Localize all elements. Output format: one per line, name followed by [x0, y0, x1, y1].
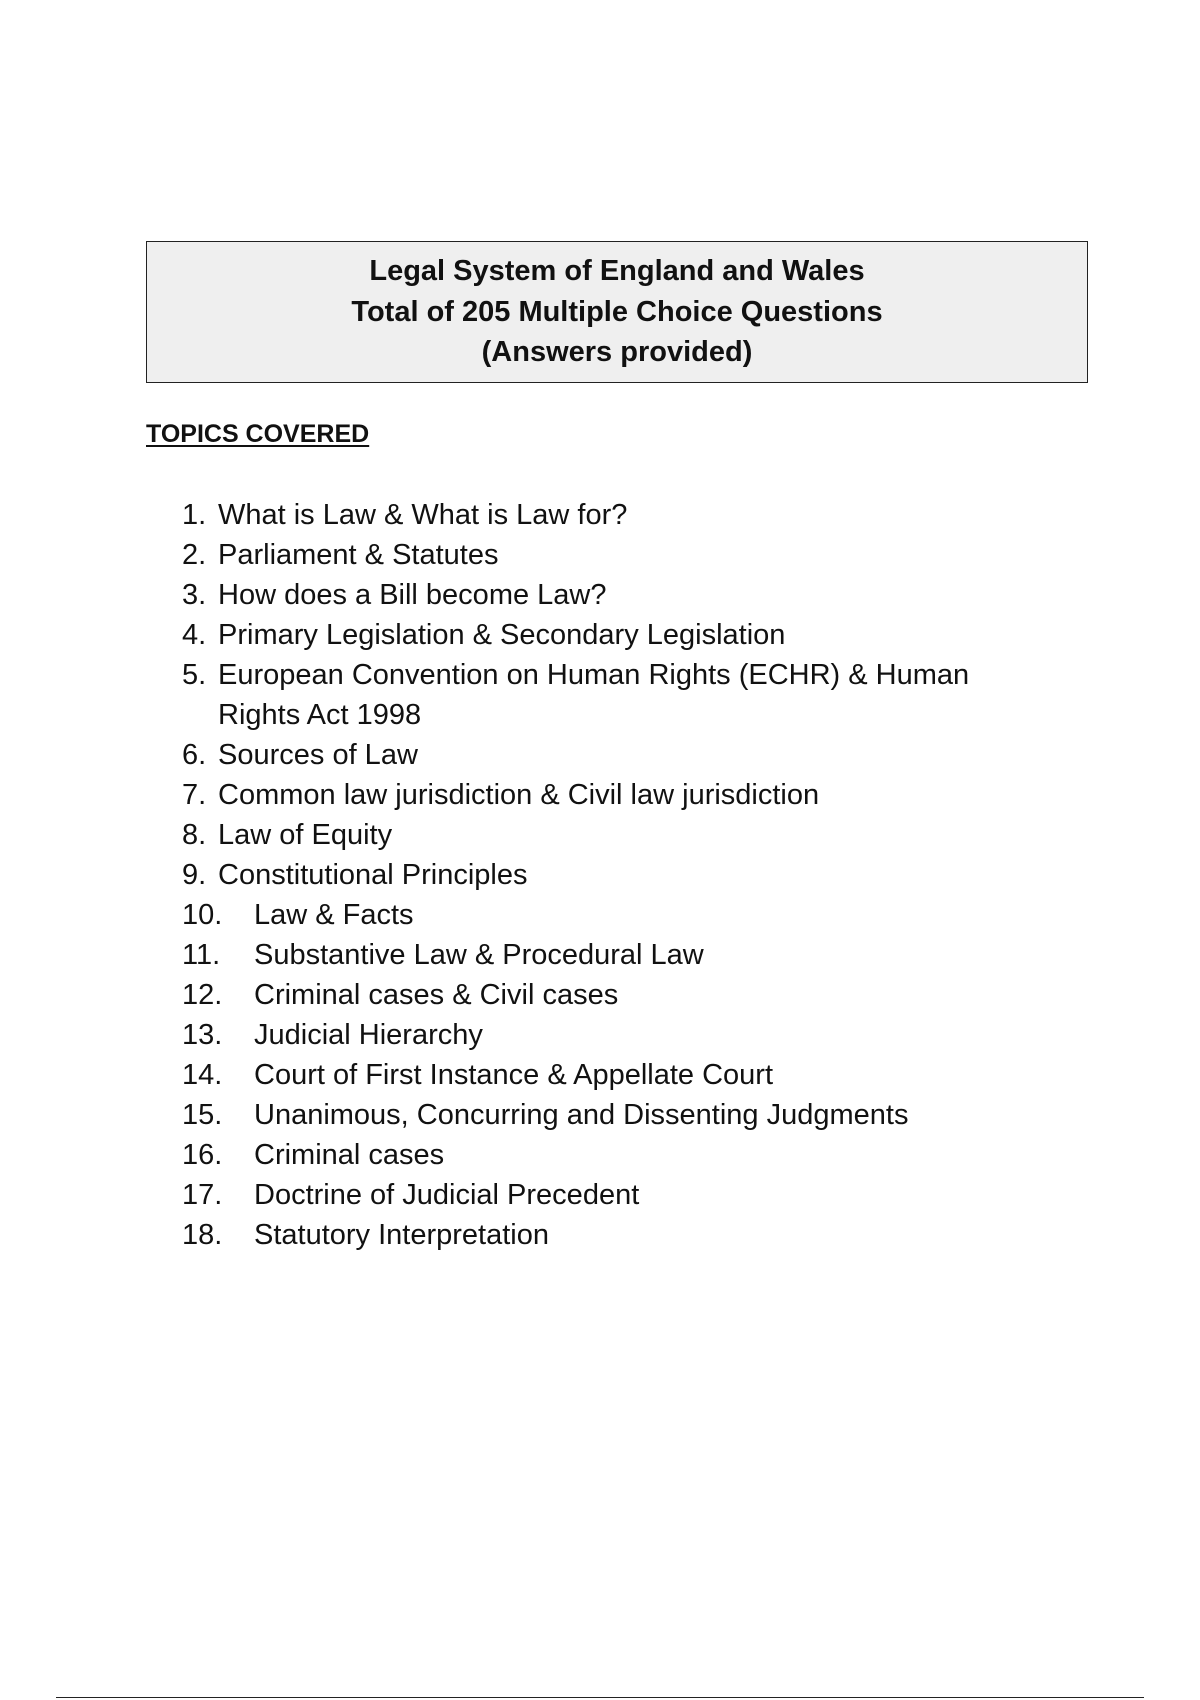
list-item-number: 7. [182, 779, 207, 811]
list-item-number: 3. [182, 579, 207, 611]
list-item [0, 1095, 1200, 1135]
list-item-number: 4. [182, 619, 207, 651]
list-item-text: What is Law & What is Law for? [218, 499, 628, 531]
list-item-text: Doctrine of Judicial Precedent [254, 1179, 640, 1211]
list-item-number: 10. [182, 899, 223, 931]
list-item-number: 5. [182, 659, 207, 691]
topics-heading: TOPICS COVERED [146, 420, 370, 448]
list-item [0, 1015, 1200, 1055]
list-item [0, 655, 1200, 735]
list-item-number: 8. [182, 819, 207, 851]
list-item [0, 735, 1200, 775]
list-item-text: Sources of Law [218, 739, 418, 771]
document-title: Legal System of England and Wales [369, 255, 865, 288]
list-item-text: Statutory Interpretation [254, 1219, 549, 1251]
list-item-text: Parliament & Statutes [218, 539, 499, 571]
list-item [0, 815, 1200, 855]
list-item [0, 1055, 1200, 1095]
list-item [0, 935, 1200, 975]
list-item-number: 11. [182, 939, 221, 971]
list-item-text: Common law jurisdiction & Civil law jurisdiction [218, 779, 820, 811]
list-item-text: Primary Legislation & Secondary Legislation [218, 619, 786, 651]
list-item-number: 9. [182, 859, 207, 891]
list-item-number: 15. [182, 1099, 223, 1131]
list-item [0, 495, 1200, 535]
list-item-text: How does a Bill become Law? [218, 579, 607, 611]
list-item [0, 855, 1200, 895]
list-item-number: 6. [182, 739, 207, 771]
list-item-text: Judicial Hierarchy [254, 1019, 483, 1051]
list-item-text: Substantive Law & Procedural Law [254, 939, 704, 971]
list-item-number: 16. [182, 1139, 223, 1171]
list-item-number: 1. [182, 499, 207, 531]
list-item [0, 895, 1200, 935]
list-item [0, 775, 1200, 815]
list-item-text: Unanimous, Concurring and Dissenting Judgments [254, 1099, 909, 1131]
answers-note: (Answers provided) [481, 336, 753, 369]
list-item-text: Criminal cases & Civil cases [254, 979, 619, 1011]
list-item [0, 535, 1200, 575]
list-item-number: 14. [182, 1059, 223, 1091]
question-count-subtitle: Total of 205 Multiple Choice Questions [351, 295, 883, 328]
list-item [0, 615, 1200, 655]
list-item [0, 575, 1200, 615]
list-item-text: European Convention on Human Rights (ECHR) & Human Rights Act 1998 [218, 659, 970, 731]
list-item [0, 1175, 1200, 1215]
list-item-text: Law of Equity [218, 819, 393, 851]
list-item-number: 13. [182, 1019, 223, 1051]
list-item-text: Constitutional Principles [218, 859, 528, 891]
list-item-number: 17. [182, 1179, 223, 1211]
list-item-text: Court of First Instance & Appellate Court [254, 1059, 774, 1091]
list-item [0, 1135, 1200, 1175]
list-item-number: 12. [182, 979, 223, 1011]
title-box [146, 241, 1088, 383]
list-item-number: 18. [182, 1219, 223, 1251]
footer-divider [56, 1697, 1144, 1698]
list-item-text: Criminal cases [254, 1139, 445, 1171]
list-item [0, 1215, 1200, 1255]
topics-list [0, 495, 1200, 1255]
list-item [0, 975, 1200, 1015]
list-item-number: 2. [182, 539, 207, 571]
list-item-text: Law & Facts [254, 899, 414, 931]
